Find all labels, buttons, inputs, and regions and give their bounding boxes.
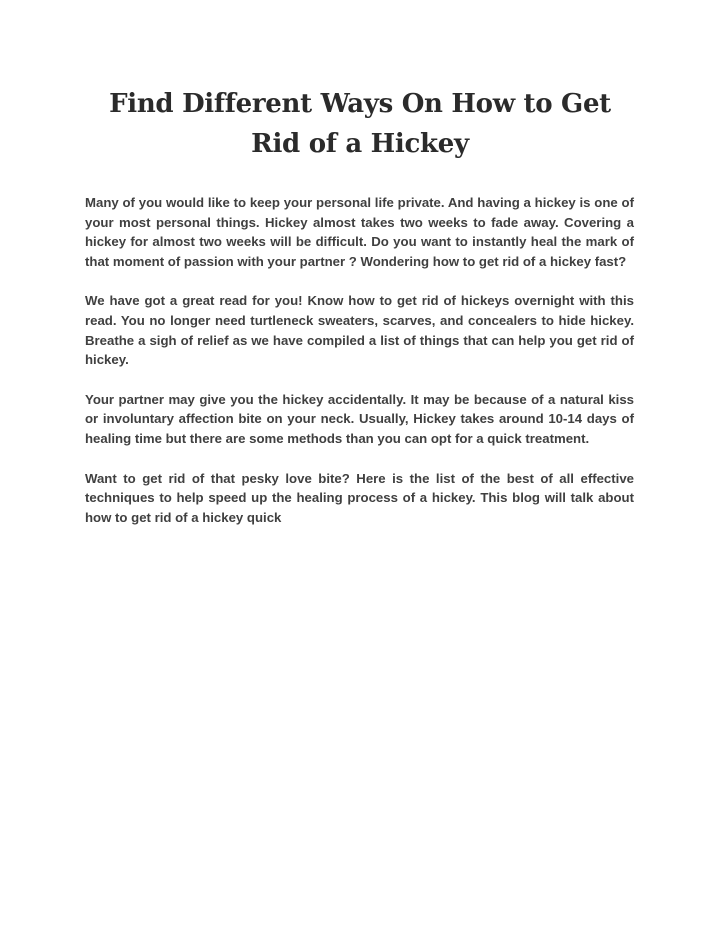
title-line-1: Find Different Ways On How to Get bbox=[109, 89, 611, 119]
document-body bbox=[85, 193, 634, 547]
paragraph-4: Want to get rid of that pesky love bite? Here is the list of the best of all effective techniques to help speed up the healing process of a hickey. This blog will talk about how to get rid of a hickey quick bbox=[85, 470, 634, 525]
document-title bbox=[60, 84, 660, 164]
paragraph-2: We have got a great read for you! Know how to get rid of hickeys overnight with this read. You no longer need turtleneck sweaters, scarves, and concealers to hide hickey. Breathe a sigh of relief as we have compiled a list of things that can help you get rid of hickey. bbox=[85, 293, 634, 368]
paragraph-1: Many of you would like to keep your personal life private. And having a hickey is one of your most personal things. Hickey almost takes two weeks to fade away. Covering a hickey for almost two weeks will be difficult. Do you want to instantly heal the mark of that moment of passion with your partner ? Wondering how to get rid of a hickey fast? bbox=[85, 195, 634, 269]
paragraph-3: Your partner may give you the hickey accidentally. It may be because of a natural kiss or involuntary affection bite on your neck. Usually, Hickey takes around 10-14 days of healing time but there are some methods than you can opt for a quick treatment. bbox=[85, 391, 634, 446]
title-line-2: Rid of a Hickey bbox=[251, 129, 469, 159]
